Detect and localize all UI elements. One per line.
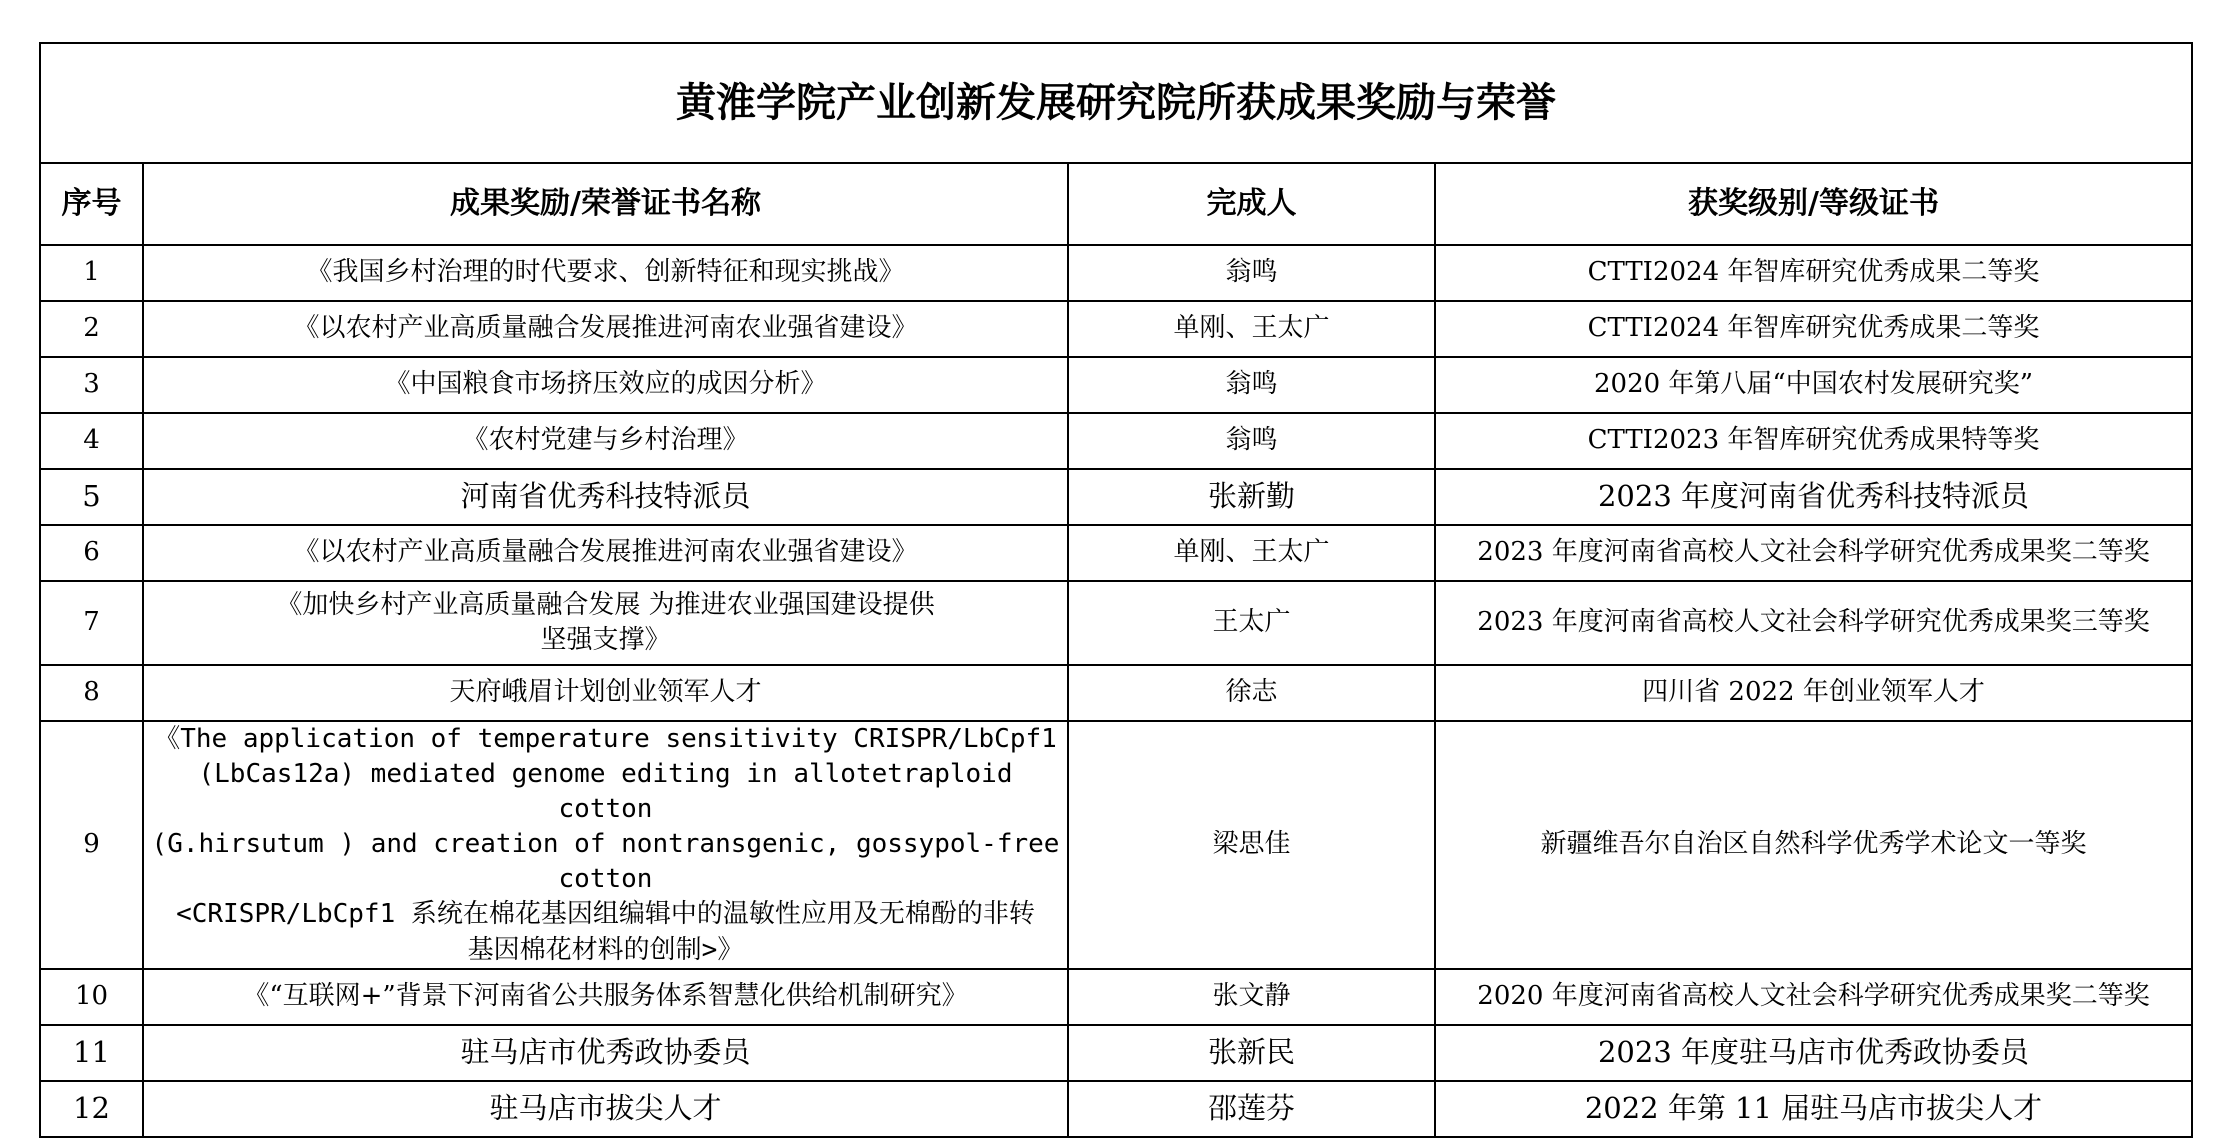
award-level: 2023 年度驻马店市优秀政协委员 [1435, 1025, 2192, 1081]
award-person: 单刚、王太广 [1068, 301, 1435, 357]
award-name: 《“互联网+”背景下河南省公共服务体系智慧化供给机制研究》 [143, 969, 1068, 1025]
row-number: 12 [40, 1081, 143, 1137]
award-name: 天府峨眉计划创业领军人才 [143, 665, 1068, 721]
award-level: CTTI2023 年智库研究优秀成果特等奖 [1435, 413, 2192, 469]
award-level: 四川省 2022 年创业领军人才 [1435, 665, 2192, 721]
row-number: 6 [40, 525, 143, 581]
award-person: 王太广 [1068, 581, 1435, 665]
award-name: 《The application of temperature sensitivity CRISPR/LbCpf1 (LbCas12a) mediated genome editing in allotetraploid cotton (G.hirsutum ) and creation of nontransgenic, gossypol-free cotton <CRISPR/LbCpf1 系统在棉花基因组编辑中的温敏性应用及无棉酚的非转 基因棉花材料的创制>》 [143, 721, 1068, 969]
table-row [40, 525, 2192, 581]
header-row [40, 163, 2192, 245]
award-person: 张文静 [1068, 969, 1435, 1025]
document-title: 黄淮学院产业创新发展研究院所获成果奖励与荣誉 [40, 43, 2192, 163]
column-header-award-name: 成果奖励/荣誉证书名称 [143, 163, 1068, 245]
award-level: 2023 年度河南省高校人文社会科学研究优秀成果奖二等奖 [1435, 525, 2192, 581]
award-person: 翁鸣 [1068, 413, 1435, 469]
row-number: 5 [40, 469, 143, 525]
table-row [40, 969, 2192, 1025]
award-level: 2020 年度河南省高校人文社会科学研究优秀成果奖二等奖 [1435, 969, 2192, 1025]
award-person: 单刚、王太广 [1068, 525, 1435, 581]
table-row [40, 665, 2192, 721]
award-person: 张新民 [1068, 1025, 1435, 1081]
table-row [40, 581, 2192, 665]
award-person: 徐志 [1068, 665, 1435, 721]
row-number: 8 [40, 665, 143, 721]
award-level: 2023 年度河南省优秀科技特派员 [1435, 469, 2192, 525]
table-row [40, 301, 2192, 357]
table-row [40, 413, 2192, 469]
award-level: CTTI2024 年智库研究优秀成果二等奖 [1435, 245, 2192, 301]
table-row [40, 1025, 2192, 1081]
award-name: 驻马店市优秀政协委员 [143, 1025, 1068, 1081]
table-row [40, 469, 2192, 525]
awards-table [39, 42, 2193, 1138]
award-name: 《以农村产业高质量融合发展推进河南农业强省建设》 [143, 301, 1068, 357]
award-person: 邵莲芬 [1068, 1081, 1435, 1137]
table-row [40, 245, 2192, 301]
award-level: 新疆维吾尔自治区自然科学优秀学术论文一等奖 [1435, 721, 2192, 969]
award-name: 驻马店市拔尖人才 [143, 1081, 1068, 1137]
award-person: 梁思佳 [1068, 721, 1435, 969]
row-number: 10 [40, 969, 143, 1025]
award-name: 河南省优秀科技特派员 [143, 469, 1068, 525]
row-number: 2 [40, 301, 143, 357]
award-name: 《中国粮食市场挤压效应的成因分析》 [143, 357, 1068, 413]
row-number: 7 [40, 581, 143, 665]
award-name: 《加快乡村产业高质量融合发展 为推进农业强国建设提供 坚强支撑》 [143, 581, 1068, 665]
row-number: 1 [40, 245, 143, 301]
award-person: 翁鸣 [1068, 245, 1435, 301]
row-number: 4 [40, 413, 143, 469]
column-header-level: 获奖级别/等级证书 [1435, 163, 2192, 245]
table-row [40, 1081, 2192, 1137]
table-row [40, 357, 2192, 413]
award-person: 张新勤 [1068, 469, 1435, 525]
award-level: CTTI2024 年智库研究优秀成果二等奖 [1435, 301, 2192, 357]
award-name: 《我国乡村治理的时代要求、创新特征和现实挑战》 [143, 245, 1068, 301]
title-row [40, 43, 2192, 163]
table-row [40, 721, 2192, 969]
row-number: 9 [40, 721, 143, 969]
award-person: 翁鸣 [1068, 357, 1435, 413]
award-name: 《农村党建与乡村治理》 [143, 413, 1068, 469]
award-name: 《以农村产业高质量融合发展推进河南农业强省建设》 [143, 525, 1068, 581]
award-level: 2023 年度河南省高校人文社会科学研究优秀成果奖三等奖 [1435, 581, 2192, 665]
row-number: 3 [40, 357, 143, 413]
column-header-person: 完成人 [1068, 163, 1435, 245]
award-level: 2020 年第八届“中国农村发展研究奖” [1435, 357, 2192, 413]
award-level: 2022 年第 11 届驻马店市拔尖人才 [1435, 1081, 2192, 1137]
column-header-number: 序号 [40, 163, 143, 245]
row-number: 11 [40, 1025, 143, 1081]
